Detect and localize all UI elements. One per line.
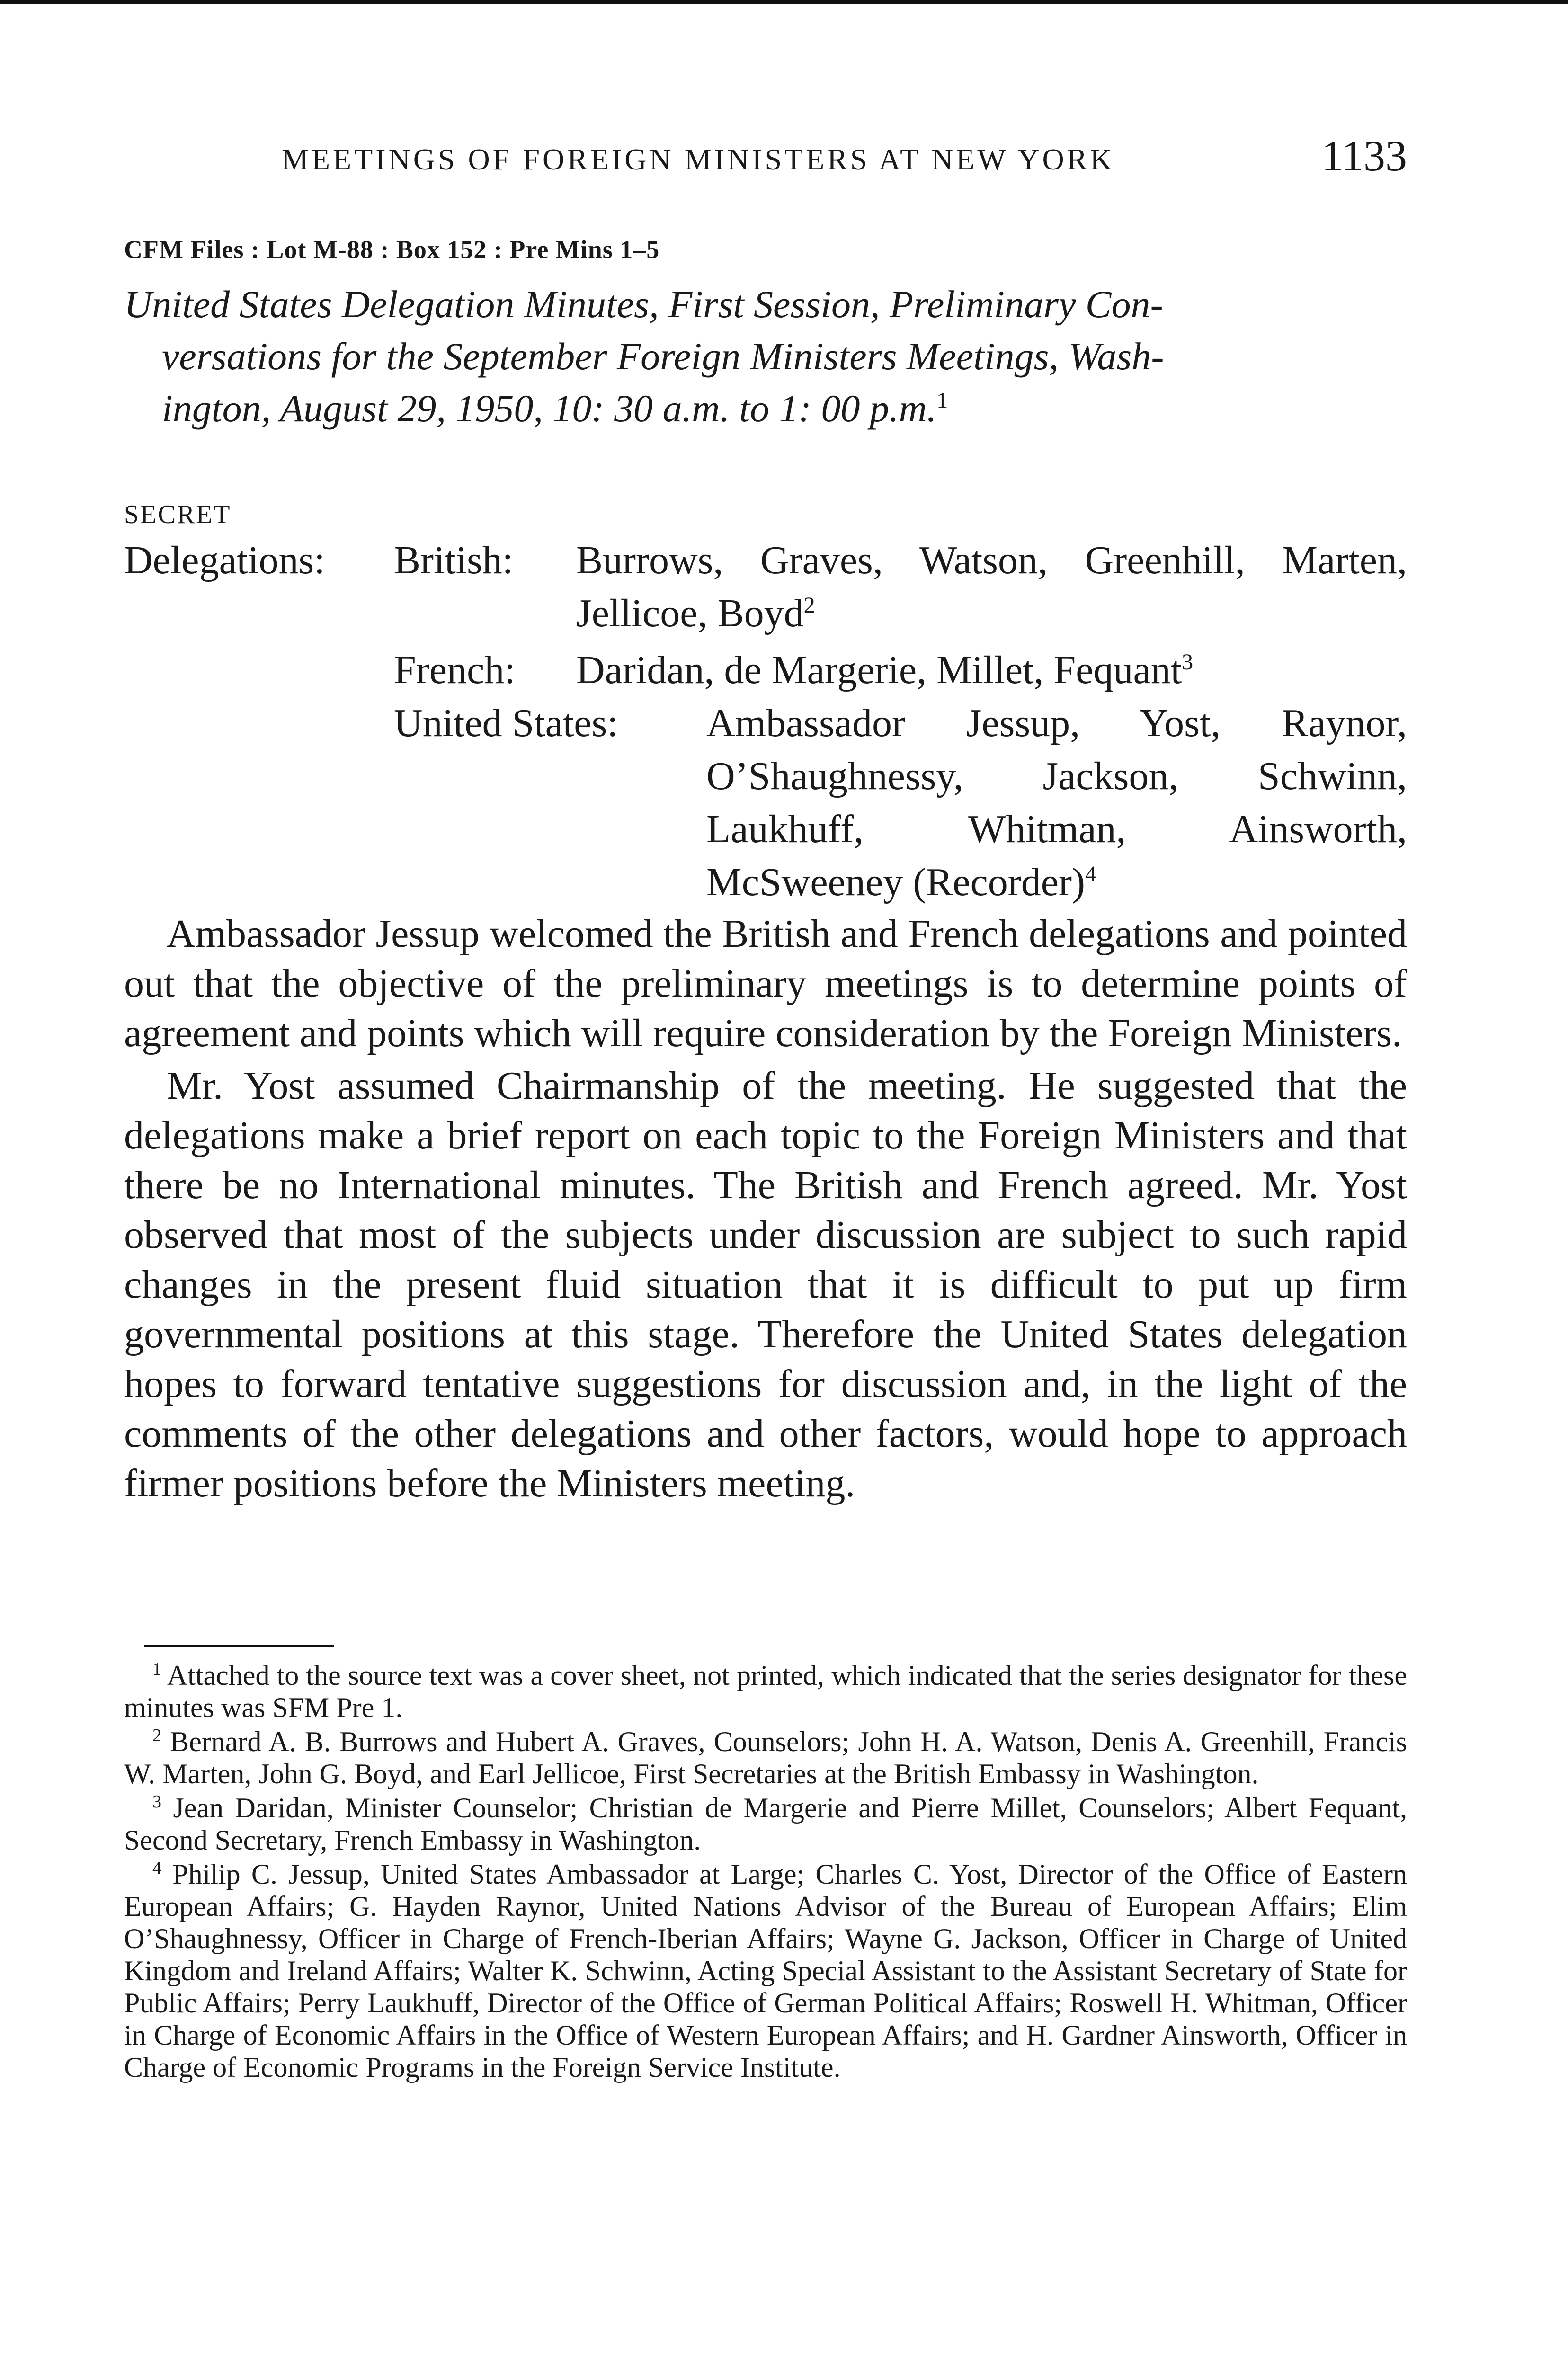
footnote-text: Attached to the source text was a cover sheet, not printed, which indicated that the series designator for these minutes was SFM Pre 1.	[124, 1660, 1407, 1723]
footnote-text: Bernard A. B. Burrows and Hubert A. Graves, Counselors; John H. A. Watson, Denis A. Greenhill, Francis W. Marten, John G. Boyd, and Earl Jellicoe, First Secretaries at the British Embassy in Washington.	[124, 1726, 1407, 1789]
footnote-mark: 2	[152, 1726, 161, 1745]
footnote-text: Philip C. Jessup, United States Ambassador at Large; Charles C. Yost, Director of the Office of Eastern European Affairs; G. Hayden Raynor, United Nations Advisor of the Bureau of European Affairs; Elim O’Shaughnessy, Officer in Charge of French-Iberian Affairs; Wayne G. Jackson, Officer in Charge of United Kingdom and Ireland Affairs; Walter K. Schwinn, Acting Special Assistant to the Assistant Secretary of State for Public Affairs; Perry Laukhuff, Director of the Office of German Political Affairs; Roswell H. Whitman, Officer in Charge of Economic Affairs in the Office of Western European Affairs; and H. Gardner Ainsworth, Officer in Charge of Economic Programs in the Foreign Service Institute.	[124, 1859, 1408, 2083]
minutes-body	[124, 909, 1407, 1511]
title-line-2: versations for the September Foreign Ministers Meetings, Wash-	[162, 335, 1164, 378]
document-title	[124, 278, 1407, 435]
footnote-ref: 3	[1182, 650, 1194, 675]
title-line-3: ington, August 29, 1950, 10: 30 a.m. to 1: 00 p.m.	[162, 387, 937, 430]
page-number: 1133	[1321, 132, 1407, 180]
delegations-heading: Delegations:	[124, 538, 325, 582]
footnote	[124, 1858, 1407, 2083]
footnote-ref: 4	[1085, 862, 1096, 887]
delegation-names: Daridan, de Margerie, Millet, Fequant$^3$	[576, 648, 1194, 692]
footnote-mark: 4	[152, 1858, 161, 1878]
delegation-names: Ambassador Jessup, Yost, Raynor, O’Shaughnessy, Jackson, Schwinn, Laukhuff, Whitman, Ainsworth, McSweeney (Recorder)$^4$	[706, 701, 1407, 904]
title-line-1: United States Delegation Minutes, First Session, Preliminary Con-	[124, 283, 1163, 326]
footnote	[124, 1726, 1407, 1790]
title-footnote-ref: 1	[936, 388, 948, 413]
footnote-text: Jean Daridan, Minister Counselor; Christian de Margerie and Pierre Millet, Counselors; Albert Fequant, Second Secretary, French Embassy in Washington.	[124, 1792, 1407, 1856]
footnote	[124, 1792, 1407, 1856]
running-head: MEETINGS OF FOREIGN MINISTERS AT NEW YORK	[282, 142, 1115, 176]
top-rule	[0, 0, 1568, 4]
body-paragraph: Mr. Yost assumed Chairmanship of the meeting. He suggested that the delegations make a brief report on each topic to the Foreign Ministers and that there be no International minutes. The British and French agreed. Mr. Yost observed that most of the subjects under discussion are subject to such rapid changes in the present fluid situation that it is difficult to put up firm governmental positions at this stage. Therefore the United States delegation hopes to forward tentative suggestions for discussion and, in the light of the comments of the other delegations and other factors, would hope to approach firmer positions before the Ministers meeting.	[124, 1064, 1407, 1505]
footnote-mark: 3	[152, 1792, 161, 1812]
classification-label: SECRET	[124, 500, 232, 529]
delegation-country: United States:	[394, 701, 618, 745]
body-paragraph: Ambassador Jessup welcomed the British and French delegations and pointed out that the objective of the preliminary meetings is to determine points of agreement and points which will require consideration by the Foreign Ministers.	[124, 912, 1407, 1055]
footnote-rule	[144, 1645, 334, 1647]
delegation-country: British:	[394, 538, 514, 582]
footnotes	[124, 1659, 1407, 2085]
footnote	[124, 1659, 1407, 1724]
footnote-ref: 2	[803, 593, 815, 618]
footnote-mark: 1	[152, 1659, 161, 1679]
delegation-names: Burrows, Graves, Watson, Greenhill, Marten, Jellicoe, Boyd$^2$	[576, 538, 1407, 635]
title-line-3-wrap	[124, 383, 1407, 435]
delegation-country: French:	[394, 648, 516, 692]
source-note: CFM Files : Lot M-88 : Box 152 : Pre Mins 1–5	[124, 235, 660, 264]
